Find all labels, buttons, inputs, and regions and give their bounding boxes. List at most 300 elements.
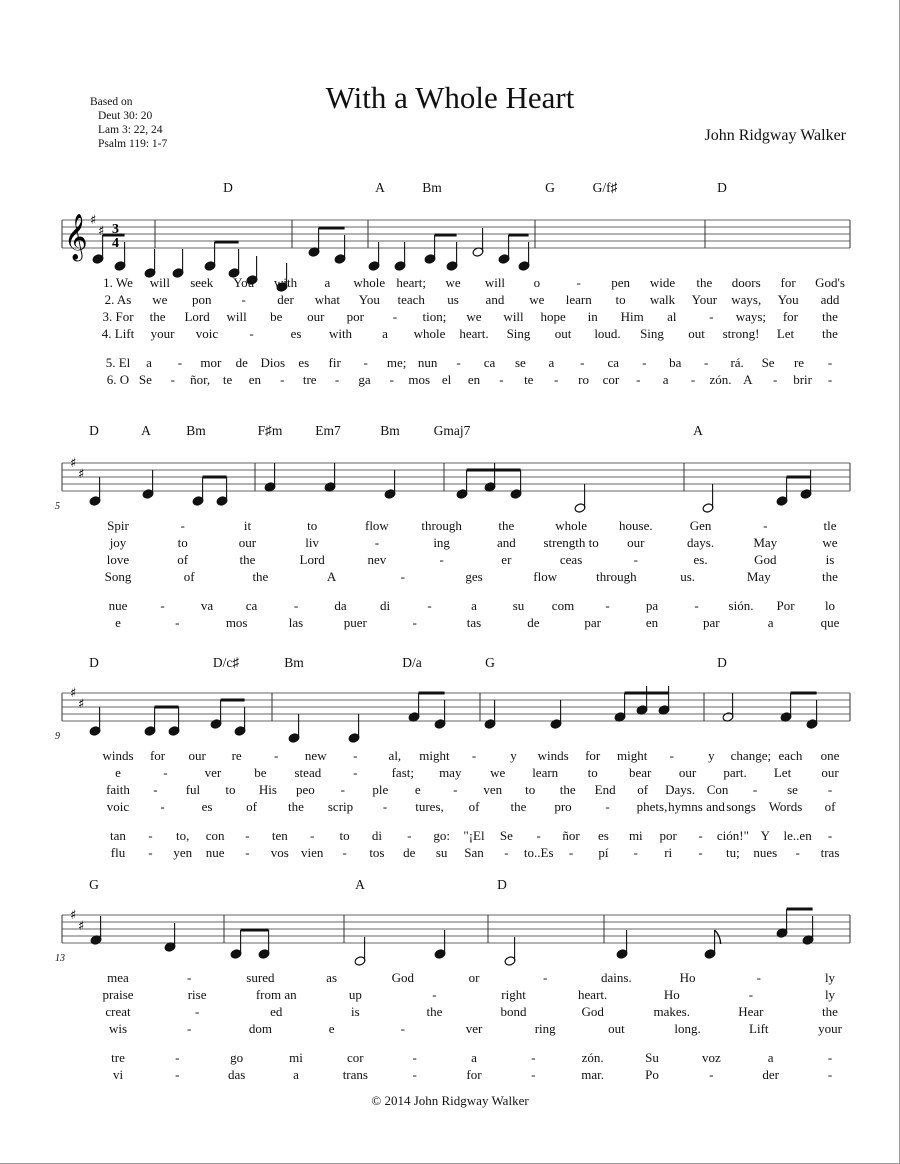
chord-symbol: Bm bbox=[284, 655, 304, 670]
lyric-syllable: A bbox=[326, 569, 337, 584]
lyric-syllable: to bbox=[587, 765, 598, 780]
lyric-syllable: flu bbox=[110, 845, 126, 860]
lyric-syllable: es bbox=[290, 326, 302, 341]
lyric-syllable: voz bbox=[701, 1050, 721, 1065]
lyric-syllable: trans bbox=[342, 1067, 368, 1082]
key-signature-sharp: ♯ bbox=[90, 213, 97, 228]
lyric-syllable: Song bbox=[104, 569, 132, 584]
lyric-syllable: us bbox=[447, 292, 459, 307]
lyric-syllable: God bbox=[581, 1004, 604, 1019]
lyric-syllable: ring bbox=[534, 1021, 556, 1036]
lyric-syllable: makes. bbox=[653, 1004, 690, 1019]
lyric-syllable: - bbox=[633, 845, 638, 860]
lyric-syllable: to bbox=[525, 782, 536, 797]
lyric-syllable: out bbox=[554, 326, 572, 341]
lyric-syllable: of bbox=[183, 569, 195, 584]
lyric-syllable: to bbox=[615, 292, 626, 307]
lyric-syllable: for bbox=[466, 1067, 482, 1082]
lyric-syllable: ca bbox=[245, 598, 258, 613]
lyric-syllable: por bbox=[346, 309, 364, 324]
lyric-syllable: ñor, bbox=[190, 372, 211, 387]
treble-clef: 𝄞 bbox=[64, 214, 88, 260]
lyric-syllable: phets, bbox=[636, 799, 668, 814]
lyric-syllable: your bbox=[150, 326, 175, 341]
lyric-syllable: God's bbox=[815, 275, 845, 290]
lyric-syllable: - bbox=[698, 828, 703, 843]
lyric-syllable: a bbox=[767, 1050, 774, 1065]
lyric-syllable: your bbox=[818, 1021, 842, 1036]
lyric-syllable: ges bbox=[465, 569, 483, 584]
lyric-syllable: walk bbox=[649, 292, 676, 307]
lyric-syllable: mar. bbox=[581, 1067, 605, 1082]
lyric-syllable: it bbox=[243, 518, 252, 533]
chord-symbol: Bm bbox=[380, 423, 400, 438]
lyric-syllable: der bbox=[277, 292, 294, 307]
lyric-syllable: of bbox=[824, 799, 836, 814]
chord-symbol: D bbox=[717, 655, 727, 670]
lyric-syllable: a bbox=[662, 372, 669, 387]
lyric-syllable: His bbox=[258, 782, 277, 797]
lyric-syllable: - bbox=[636, 372, 641, 387]
lyric-syllable: bond bbox=[500, 1004, 527, 1019]
lyric-syllable: - bbox=[400, 569, 405, 584]
lyric-syllable: Him bbox=[620, 309, 644, 324]
lyric-syllable: ways; bbox=[735, 309, 767, 324]
lyric-syllable: - bbox=[827, 1050, 833, 1065]
lyric-syllable: and bbox=[496, 535, 516, 550]
chord-symbol: D bbox=[223, 180, 233, 195]
lyric-syllable: ceas bbox=[559, 552, 583, 567]
lyric-syllable: e bbox=[328, 1021, 335, 1036]
lyric-syllable: out bbox=[608, 1021, 625, 1036]
lyric-syllable: er bbox=[501, 552, 512, 567]
lyric-syllable: tre bbox=[302, 372, 317, 387]
lyric-syllable: - bbox=[669, 748, 674, 763]
lyric-syllable: ly bbox=[824, 970, 836, 985]
lyric-syllable: - bbox=[353, 765, 358, 780]
lyric-syllable: - bbox=[698, 845, 703, 860]
lyric-syllable: the bbox=[822, 1004, 838, 1019]
chord-symbol: G bbox=[545, 180, 555, 195]
lyric-syllable: ven bbox=[483, 782, 503, 797]
lyric-syllable: - bbox=[274, 748, 279, 763]
lyric-syllable: tures, bbox=[415, 799, 444, 814]
scripture-ref: Psalm 119: 1-7 bbox=[98, 138, 168, 150]
lyric-syllable: with bbox=[328, 326, 353, 341]
key-signature-sharp: ♯ bbox=[70, 686, 77, 701]
lyric-syllable: we bbox=[822, 535, 838, 550]
lyric-syllable: pen bbox=[611, 275, 630, 290]
lyric-syllable: puer bbox=[343, 615, 367, 630]
lyric-syllable: - bbox=[543, 970, 548, 985]
lyric-syllable: ba bbox=[669, 355, 682, 370]
chord-symbol: Bm bbox=[422, 180, 442, 195]
lyric-syllable: - bbox=[148, 845, 153, 860]
lyric-syllable: - bbox=[536, 828, 541, 843]
lyric-syllable: das bbox=[227, 1067, 246, 1082]
lyric-syllable: a bbox=[471, 1050, 477, 1065]
lyric-syllable: the bbox=[822, 326, 838, 341]
lyric-syllable: - bbox=[499, 372, 504, 387]
lyric-syllable: days. bbox=[686, 535, 715, 550]
lyric-syllable: heart. bbox=[459, 326, 489, 341]
lyric-syllable: re bbox=[793, 355, 805, 370]
lyric-syllable: ways, bbox=[731, 292, 762, 307]
lyric-syllable: Let bbox=[776, 326, 795, 341]
lyric-syllable: - bbox=[633, 552, 638, 567]
lyric-syllable: - bbox=[400, 1021, 405, 1036]
lyric-syllable: our bbox=[821, 765, 839, 780]
lyric-syllable: su bbox=[435, 845, 448, 860]
lyric-syllable: es. bbox=[693, 552, 708, 567]
lyric-syllable: a bbox=[382, 326, 388, 341]
lyric-syllable: - bbox=[795, 845, 800, 860]
lyric-syllable: Spir bbox=[107, 518, 129, 533]
lyric-syllable: add bbox=[820, 292, 840, 307]
lyric-syllable: is bbox=[350, 1004, 360, 1019]
lyric-syllable: God bbox=[391, 970, 414, 985]
lyric-syllable: - bbox=[412, 615, 417, 630]
lyric-syllable: el bbox=[441, 372, 452, 387]
lyric-syllable: the bbox=[252, 569, 269, 584]
lyric-syllable: - bbox=[280, 372, 285, 387]
lyric-syllable: las bbox=[288, 615, 304, 630]
lyric-syllable: - bbox=[709, 309, 714, 324]
lyric-syllable: tle bbox=[823, 518, 837, 533]
lyric-syllable: por bbox=[659, 828, 677, 843]
lyric-syllable: will bbox=[484, 275, 506, 290]
lyric-syllable: - bbox=[773, 372, 778, 387]
lyric-syllable: or bbox=[468, 970, 480, 985]
measure-number: 5 bbox=[55, 501, 60, 512]
lyric-syllable: - bbox=[194, 1004, 200, 1019]
lyric-syllable: each bbox=[778, 748, 803, 763]
lyric-syllable: peo bbox=[295, 782, 315, 797]
lyric-syllable: fir bbox=[328, 355, 341, 370]
lyric-syllable: doors bbox=[731, 275, 761, 290]
key-signature-sharp: ♯ bbox=[70, 908, 77, 923]
lyric-syllable: pro bbox=[554, 799, 572, 814]
lyric-syllable: a bbox=[324, 275, 331, 290]
lyric-syllable: - bbox=[170, 372, 175, 387]
lyric-syllable: ver bbox=[204, 765, 222, 780]
lyric-syllable: winds bbox=[537, 748, 569, 763]
lyric-syllable: ca bbox=[607, 355, 620, 370]
lyric-syllable: May bbox=[746, 569, 771, 584]
music-system-3 bbox=[0, 655, 900, 875]
lyric-syllable: fast; bbox=[391, 765, 414, 780]
lyric-syllable: part. bbox=[723, 765, 747, 780]
lyric-syllable: Se bbox=[499, 828, 513, 843]
lyric-syllable: our bbox=[307, 309, 325, 324]
lyric-syllable: - bbox=[412, 1050, 417, 1065]
measure-number: 9 bbox=[55, 731, 60, 742]
lyric-syllable: te bbox=[222, 372, 233, 387]
lyric-syllable: - bbox=[456, 355, 461, 370]
lyric-syllable: to bbox=[177, 535, 188, 550]
lyric-syllable: - bbox=[310, 828, 315, 843]
lyric-syllable: - bbox=[471, 748, 477, 763]
lyric-syllable: - bbox=[175, 615, 180, 630]
lyric-syllable: es bbox=[298, 355, 310, 370]
lyric-syllable: - bbox=[827, 782, 833, 797]
lyric-syllable: of bbox=[177, 552, 189, 567]
lyric-syllable: ro bbox=[578, 372, 589, 387]
lyric-syllable: Let bbox=[773, 765, 792, 780]
lyric-syllable: voic bbox=[106, 799, 130, 814]
lyric-syllable: - bbox=[568, 845, 574, 860]
based-on-label: Based on bbox=[90, 96, 133, 108]
lyric-syllable: a bbox=[293, 1067, 299, 1082]
lyric-syllable: ñor bbox=[562, 828, 580, 843]
lyric-syllable: par bbox=[584, 615, 601, 630]
lyric-syllable: be bbox=[270, 309, 283, 324]
lyric-syllable: wide bbox=[649, 275, 676, 290]
lyric-syllable: - bbox=[763, 518, 768, 533]
lyric-syllable: de bbox=[235, 355, 248, 370]
lyric-syllable: se bbox=[787, 782, 798, 797]
key-signature-sharp: ♯ bbox=[78, 467, 85, 482]
lyric-syllable: ful bbox=[185, 782, 201, 797]
lyric-syllable: - bbox=[756, 970, 761, 985]
lyric-syllable: might bbox=[617, 748, 648, 763]
lyric-syllable: - bbox=[407, 828, 412, 843]
lyric-syllable: go: bbox=[433, 828, 450, 843]
lyric-syllable: es bbox=[201, 799, 213, 814]
lyric-syllable: vos bbox=[270, 845, 289, 860]
lyric-syllable: tos bbox=[369, 845, 385, 860]
lyric-syllable: seek bbox=[190, 275, 214, 290]
lyric-syllable: Lord bbox=[299, 552, 325, 567]
lyric-syllable: 2. As bbox=[104, 292, 132, 307]
lyric-syllable: mi bbox=[289, 1050, 303, 1065]
lyric-syllable: zón. bbox=[581, 1050, 604, 1065]
lyric-syllable: vi bbox=[112, 1067, 124, 1082]
lyric-syllable: Con bbox=[706, 782, 729, 797]
lyric-syllable: - bbox=[293, 598, 299, 613]
lyric-syllable: - bbox=[163, 765, 168, 780]
lyric-syllable: Se bbox=[761, 355, 775, 370]
lyric-syllable: Ho bbox=[663, 987, 680, 1002]
lyric-syllable: - bbox=[340, 782, 345, 797]
lyric-syllable: to bbox=[225, 782, 236, 797]
lyric-syllable: que bbox=[820, 615, 840, 630]
lyric-syllable: a bbox=[471, 598, 477, 613]
lyric-syllable: heart; bbox=[396, 275, 426, 290]
chord-symbol: G/f♯ bbox=[592, 180, 618, 195]
lyric-syllable: strength to bbox=[543, 535, 599, 550]
lyric-syllable: whole bbox=[555, 518, 587, 533]
lyric-syllable: ca bbox=[483, 355, 496, 370]
lyric-syllable: - bbox=[748, 987, 754, 1002]
lyric-syllable: nue bbox=[108, 598, 128, 613]
lyric-syllable: brir bbox=[793, 372, 812, 387]
lyric-syllable: liv bbox=[305, 535, 320, 550]
lyric-syllable: we bbox=[152, 292, 168, 307]
scripture-ref: Lam 3: 22, 24 bbox=[98, 124, 163, 136]
lyric-syllable: - bbox=[827, 355, 833, 370]
lyric-syllable: tras bbox=[820, 845, 840, 860]
lyric-syllable: Po bbox=[645, 1067, 659, 1082]
lyric-syllable: o bbox=[533, 275, 541, 290]
lyric-syllable: You bbox=[358, 292, 380, 307]
lyric-syllable: nues bbox=[753, 845, 778, 860]
lyric-syllable: the bbox=[239, 552, 256, 567]
lyric-syllable: al, bbox=[388, 748, 402, 763]
lyric-syllable: for bbox=[780, 275, 796, 290]
lyric-syllable: ple bbox=[372, 782, 389, 797]
chord-symbol: D bbox=[497, 877, 507, 892]
lyric-syllable: - bbox=[249, 326, 254, 341]
lyric-syllable: ri bbox=[664, 845, 673, 860]
lyric-syllable: whole bbox=[413, 326, 446, 341]
lyric-syllable: - bbox=[504, 845, 509, 860]
lyric-syllable: to, bbox=[176, 828, 190, 843]
lyric-syllable: - bbox=[374, 535, 380, 550]
lyric-syllable: through bbox=[421, 518, 462, 533]
measure-number: 13 bbox=[55, 953, 65, 964]
lyric-syllable: right bbox=[501, 987, 526, 1002]
lyric-syllable: - bbox=[389, 372, 395, 387]
lyric-syllable: the bbox=[149, 309, 166, 324]
lyric-syllable: ly bbox=[824, 987, 836, 1002]
chord-symbol: D/a bbox=[402, 655, 422, 670]
lyric-syllable: Sing bbox=[506, 326, 531, 341]
chord-symbol: Gmaj7 bbox=[433, 423, 471, 438]
lyric-syllable: mea bbox=[107, 970, 129, 985]
lyric-syllable: e bbox=[115, 615, 121, 630]
lyric-syllable: en bbox=[248, 372, 262, 387]
lyric-syllable: yen bbox=[173, 845, 193, 860]
chord-symbol: G bbox=[485, 655, 495, 670]
lyric-syllable: Por bbox=[776, 598, 795, 613]
lyric-syllable: - bbox=[187, 1021, 192, 1036]
lyric-syllable: de bbox=[403, 845, 416, 860]
lyric-syllable: we bbox=[490, 765, 506, 780]
lyric-syllable: zón. bbox=[709, 372, 732, 387]
lyric-syllable: Gen bbox=[689, 518, 712, 533]
lyric-syllable: - bbox=[353, 748, 358, 763]
lyric-syllable: bear bbox=[628, 765, 652, 780]
chord-symbol: D bbox=[89, 655, 99, 670]
lyric-syllable: love bbox=[106, 552, 130, 567]
lyric-syllable: faith bbox=[106, 782, 130, 797]
chord-symbol: G bbox=[89, 877, 99, 892]
lyric-syllable: from an bbox=[255, 987, 297, 1002]
lyric-syllable: learn bbox=[532, 765, 559, 780]
lyric-syllable: - bbox=[412, 1067, 417, 1082]
lyric-syllable: - bbox=[245, 828, 250, 843]
copyright-notice: © 2014 John Ridgway Walker bbox=[371, 1093, 529, 1108]
lyric-syllable: Days. bbox=[665, 782, 696, 797]
lyric-syllable: da bbox=[334, 598, 347, 613]
lyric-syllable: up bbox=[348, 987, 362, 1002]
lyric-syllable: flow bbox=[364, 518, 389, 533]
lyric-syllable: mos bbox=[225, 615, 248, 630]
lyric-syllable: we bbox=[445, 275, 461, 290]
lyric-syllable: der bbox=[762, 1067, 779, 1082]
lyric-syllable: the bbox=[288, 799, 304, 814]
lyric-syllable: nev bbox=[367, 552, 387, 567]
lyric-syllable: - bbox=[642, 355, 647, 370]
lyric-syllable: Sing bbox=[640, 326, 664, 341]
lyric-syllable: te bbox=[524, 372, 534, 387]
lyric-syllable: - bbox=[827, 1067, 833, 1082]
lyric-syllable: - bbox=[827, 372, 833, 387]
lyric-syllable: joy bbox=[109, 535, 127, 550]
lyric-syllable: 5. El bbox=[105, 355, 131, 370]
lyric-syllable: - bbox=[177, 355, 183, 370]
lyric-syllable: - bbox=[148, 828, 153, 843]
chord-symbol: D bbox=[89, 423, 99, 438]
lyric-syllable: new bbox=[304, 748, 327, 763]
lyric-syllable: - bbox=[605, 799, 610, 814]
music-system-4 bbox=[0, 877, 900, 1097]
lyric-syllable: - bbox=[175, 1050, 180, 1065]
lyric-syllable: San bbox=[464, 845, 484, 860]
lyric-syllable: Se bbox=[138, 372, 152, 387]
lyric-syllable: hymns and bbox=[668, 799, 725, 814]
lyric-syllable: loud. bbox=[594, 326, 621, 341]
lyric-syllable: ed bbox=[270, 1004, 283, 1019]
lyric-syllable: di bbox=[371, 828, 382, 843]
key-signature-sharp: ♯ bbox=[70, 456, 77, 471]
lyric-syllable: nue bbox=[205, 845, 225, 860]
lyric-syllable: one bbox=[820, 748, 840, 763]
lyric-syllable: is bbox=[825, 552, 835, 567]
lyric-syllable: the bbox=[559, 782, 576, 797]
lyric-syllable: - bbox=[392, 309, 398, 324]
lyric-syllable: con bbox=[205, 828, 225, 843]
lyric-syllable: - bbox=[180, 518, 185, 533]
lyric-syllable: a bbox=[548, 355, 555, 370]
lyric-syllable: - bbox=[704, 355, 709, 370]
lyric-syllable: You bbox=[777, 292, 799, 307]
lyric-syllable: rá. bbox=[730, 355, 744, 370]
lyric-syllable: e bbox=[414, 782, 421, 797]
lyric-syllable: the bbox=[510, 799, 527, 814]
lyric-syllable: - bbox=[605, 598, 610, 613]
lyric-syllable: End bbox=[594, 782, 616, 797]
lyric-syllable: our bbox=[678, 765, 697, 780]
lyric-syllable: "¡El bbox=[463, 828, 485, 843]
chord-symbol: Bm bbox=[186, 423, 206, 438]
lyric-syllable: le..en bbox=[783, 828, 812, 843]
lyric-syllable: - bbox=[709, 1067, 714, 1082]
lyric-syllable: es bbox=[598, 828, 609, 843]
lyric-syllable: change; bbox=[730, 748, 772, 763]
lyric-syllable: You bbox=[233, 275, 255, 290]
chord-symbol: D/c♯ bbox=[212, 655, 240, 670]
lyric-syllable: 4. Lift bbox=[101, 326, 135, 341]
lyric-syllable: - bbox=[342, 845, 347, 860]
lyric-syllable: - bbox=[187, 970, 192, 985]
lyric-syllable: - bbox=[531, 1050, 536, 1065]
lyric-syllable: Lord bbox=[184, 309, 210, 324]
lyric-syllable: might bbox=[419, 748, 450, 763]
lyric-syllable: the bbox=[498, 518, 515, 533]
lyric-syllable: will bbox=[226, 309, 247, 324]
lyric-syllable: house. bbox=[619, 518, 653, 533]
lyric-syllable: cor bbox=[347, 1050, 364, 1065]
lyric-syllable: tu; bbox=[726, 845, 740, 860]
lyric-syllable: go bbox=[230, 1050, 244, 1065]
lyric-syllable: out bbox=[688, 326, 705, 341]
lyric-syllable: tre bbox=[111, 1050, 125, 1065]
lyric-syllable: flow bbox=[533, 569, 558, 584]
lyric-syllable: - bbox=[334, 372, 340, 387]
lyric-syllable: through bbox=[596, 569, 637, 584]
